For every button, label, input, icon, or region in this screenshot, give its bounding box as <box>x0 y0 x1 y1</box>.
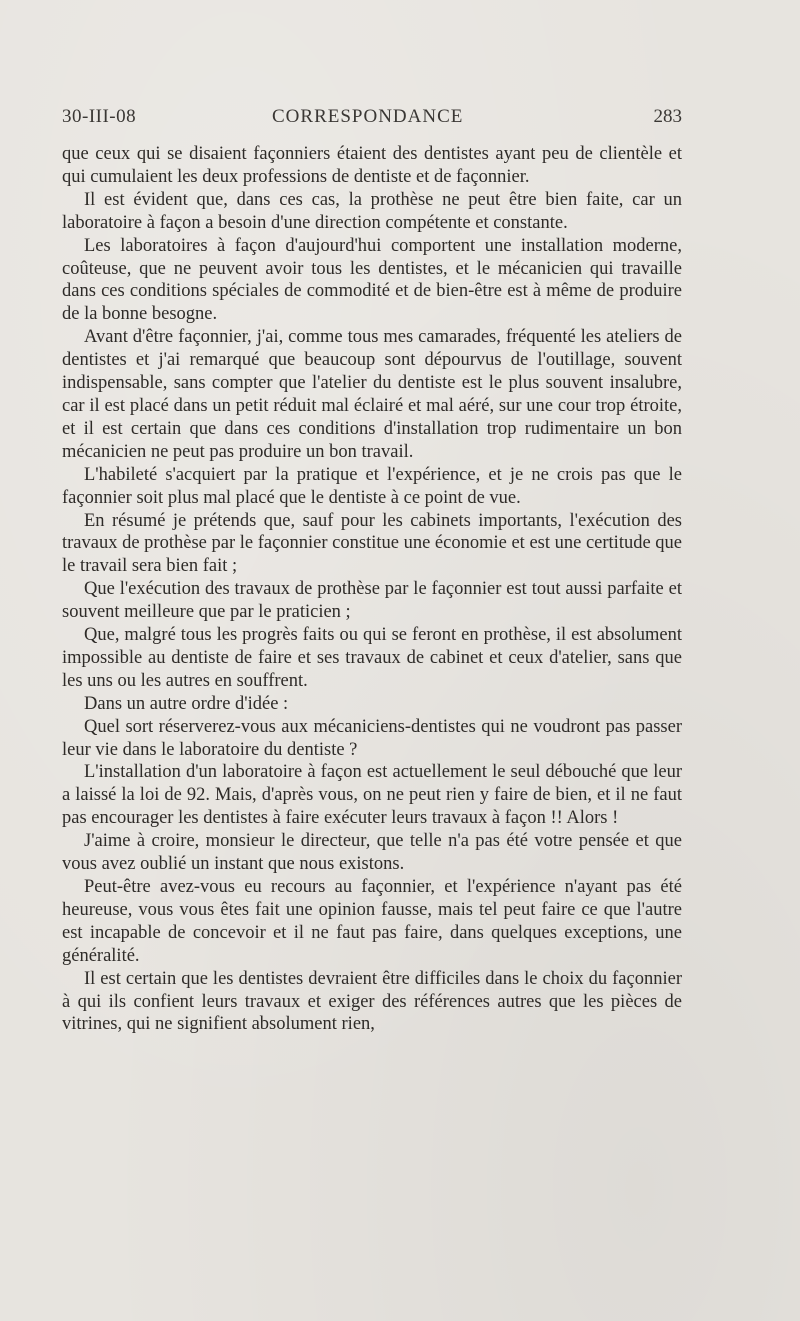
paragraph: Que l'exécution des travaux de prothèse par le façonnier est tout aussi parfaite et souvent meilleure que par le praticien ; <box>62 579 682 623</box>
paragraph: L'habileté s'acquiert par la pratique et l'expérience, et je ne crois pas que le façonnier soit plus mal placé que le dentiste à ce point de vue. <box>62 464 682 508</box>
paragraph: L'installation d'un laboratoire à façon est actuellement le seul débouché que leur a laissé la loi de 92. Mais, d'après vous, on ne peut rien y faire de bien, et il ne faut pas encourager les dentistes à faire exécuter leurs travaux à façon !! Alors ! <box>62 762 682 829</box>
paragraph: Avant d'être façonnier, j'ai, comme tous mes camarades, fréquenté les ateliers de dentistes et j'ai remarqué que beaucoup sont dépourvus de l'outillage, souvent indispensable, sans compter que l'atelier du dentiste est le plus souvent insalubre, car il est placé dans un petit réduit mal éclairé et mal aéré, sur une cour trop étroite, et il est certain que dans ces conditions d'installation trop rudimentaire un bon mécanicien ne peut pas produire un bon travail. <box>62 327 682 462</box>
paragraph: Dans un autre ordre d'idée : <box>84 693 289 714</box>
paragraph: Il est certain que les dentistes devraient être difficiles dans le choix du façonnier à qui ils confient leurs travaux et exiger des références autres que les pièces de vitrines, qui ne signifient absolument rien, <box>62 968 682 1035</box>
paragraph: J'aime à croire, monsieur le directeur, que telle n'a pas été votre pensée et que vous avez oublié un instant que nous existons. <box>62 831 682 875</box>
header-date: 30-III-08 <box>62 106 137 127</box>
paragraph: Que, malgré tous les progrès faits ou qui se feront en prothèse, il est absolument impossible au dentiste de faire et ses travaux de cabinet et ceux d'atelier, sans que les uns ou les autres en souffrent. <box>62 625 682 691</box>
body-text <box>62 143 682 1036</box>
page-number: 283 <box>653 106 682 127</box>
header-section-title: CORRESPONDANCE <box>272 106 464 127</box>
paragraph: Quel sort réserverez-vous aux mécaniciens-dentistes qui ne voudront pas passer leur vie dans le laboratoire du dentiste ? <box>62 716 682 760</box>
paragraph: Peut-être avez-vous eu recours au façonnier, et l'expérience n'ayant pas été heureuse, vous vous êtes fait une opinion fausse, mais tel peut faire ce que l'autre est incapable de concevoir et il ne faut pas faire, dans quelques exceptions, une généralité. <box>62 877 682 966</box>
paragraph: Il est évident que, dans ces cas, la prothèse ne peut être bien faite, car un laboratoire à façon a besoin d'une direction compétente et constante. <box>62 189 682 233</box>
paragraph: En résumé je prétends que, sauf pour les cabinets importants, l'exécution des travaux de prothèse par le façonnier constitue une économie et est une certitude que le travail sera bien fait ; <box>62 510 683 577</box>
running-head <box>62 106 682 134</box>
paragraph: que ceux qui se disaient façonniers étaient des dentistes ayant peu de clientèle et qui cumulaient les deux professions de dentiste et de façonnier. <box>62 144 682 187</box>
paragraph: Les laboratoires à façon d'aujourd'hui comportent une installation moderne, coûteuse, que ne peuvent avoir tous les dentistes, et le mécanicien qui travaille dans ces conditions spéciales de commodité et de bien-être est à même de produire de la bonne besogne. <box>62 235 682 325</box>
